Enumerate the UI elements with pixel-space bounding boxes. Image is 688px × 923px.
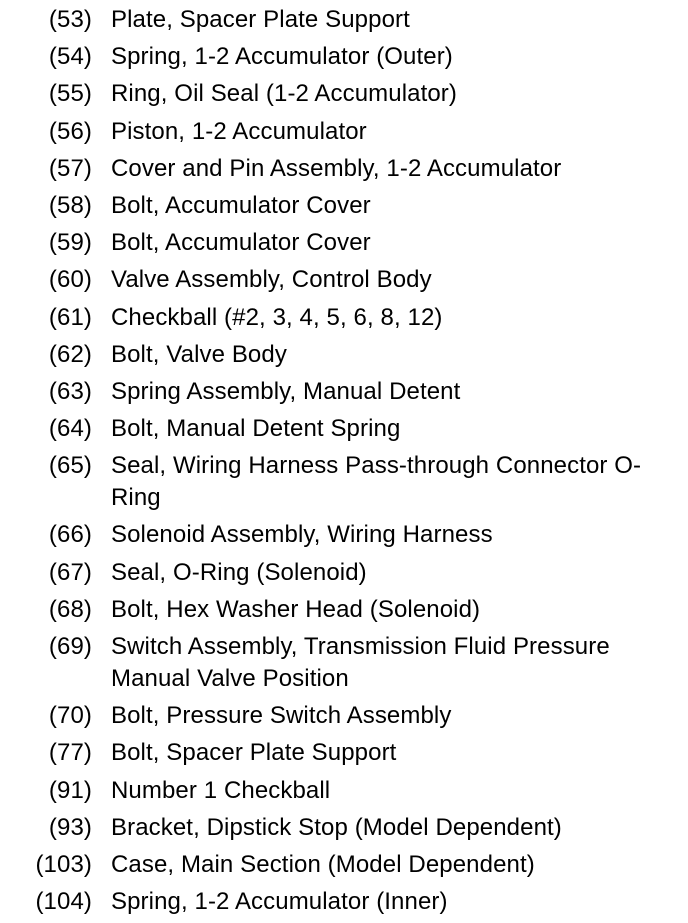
part-description: Cover and Pin Assembly, 1-2 Accumulator [111,154,562,182]
part-description: Spring, 1-2 Accumulator (Inner) [111,888,448,916]
part-description: Ring, Oil Seal (1-2 Accumulator) [111,80,457,108]
part-number: (60) [48,266,92,294]
part-description: Bolt, Manual Detent Spring [111,415,401,443]
part-number: (64) [48,415,92,443]
part-description: Bolt, Pressure Switch Assembly [111,702,452,730]
part-number: (55) [48,80,92,108]
part-row [0,116,688,148]
part-number: (68) [48,595,92,623]
part-row [0,849,688,881]
part-description: Spring, 1-2 Accumulator (Outer) [111,43,453,71]
part-description: Piston, 1-2 Accumulator [111,117,367,145]
part-description: Solenoid Assembly, Wiring Harness [111,521,493,549]
part-description: Valve Assembly, Control Body [111,266,432,294]
part-number: (59) [48,229,92,257]
part-number: (67) [48,558,92,586]
part-row [0,413,688,445]
parts-list [0,4,688,923]
part-row [0,153,688,185]
part-number: (63) [48,377,92,405]
part-row [0,775,688,807]
part-number: (56) [48,117,92,145]
part-number: (103) [35,850,92,878]
part-row [0,450,688,514]
part-number: (77) [48,739,92,767]
part-row [0,264,688,296]
part-description: Bolt, Valve Body [111,340,287,368]
part-description: Seal, O-Ring (Solenoid) [111,558,367,586]
part-number: (54) [48,43,92,71]
part-row [0,594,688,626]
part-number: (53) [48,6,92,33]
part-row [0,78,688,110]
part-row [0,557,688,589]
part-description: Number 1 Checkball [111,776,331,804]
part-row [0,886,688,918]
part-description: Bolt, Spacer Plate Support [111,739,397,767]
part-number: (70) [48,702,92,730]
part-description: Checkball (#2, 3, 4, 5, 6, 8, 12) [111,303,443,331]
part-description: Switch Assembly, Transmission Fluid Pressure Manual Valve Position [111,633,610,692]
part-row [0,190,688,222]
part-number: (66) [48,521,92,549]
part-description: Plate, Spacer Plate Support [111,6,410,33]
part-number: (65) [48,452,92,480]
part-row [0,4,688,36]
part-description: Case, Main Section (Model Dependent) [111,850,535,878]
part-row [0,519,688,551]
part-row [0,700,688,732]
part-number: (57) [48,154,92,182]
part-number: (91) [48,776,92,804]
part-description: Bolt, Accumulator Cover [111,229,371,257]
part-description: Spring Assembly, Manual Detent [111,377,461,405]
part-row [0,302,688,334]
part-row [0,376,688,408]
part-number: (104) [35,888,92,916]
part-row [0,41,688,73]
part-number: (58) [48,191,92,219]
part-row [0,812,688,844]
part-row [0,227,688,259]
part-number: (61) [48,303,92,331]
part-description: Seal, Wiring Harness Pass-through Connector O-Ring [111,452,642,512]
part-row [0,737,688,769]
part-number: (62) [48,340,92,368]
part-description: Bracket, Dipstick Stop (Model Dependent) [111,813,562,841]
part-row [0,631,688,695]
part-description: Bolt, Accumulator Cover [111,191,371,219]
part-number: (93) [48,813,92,841]
part-row [0,339,688,371]
part-description: Bolt, Hex Washer Head (Solenoid) [111,595,481,623]
part-number: (69) [48,633,92,660]
